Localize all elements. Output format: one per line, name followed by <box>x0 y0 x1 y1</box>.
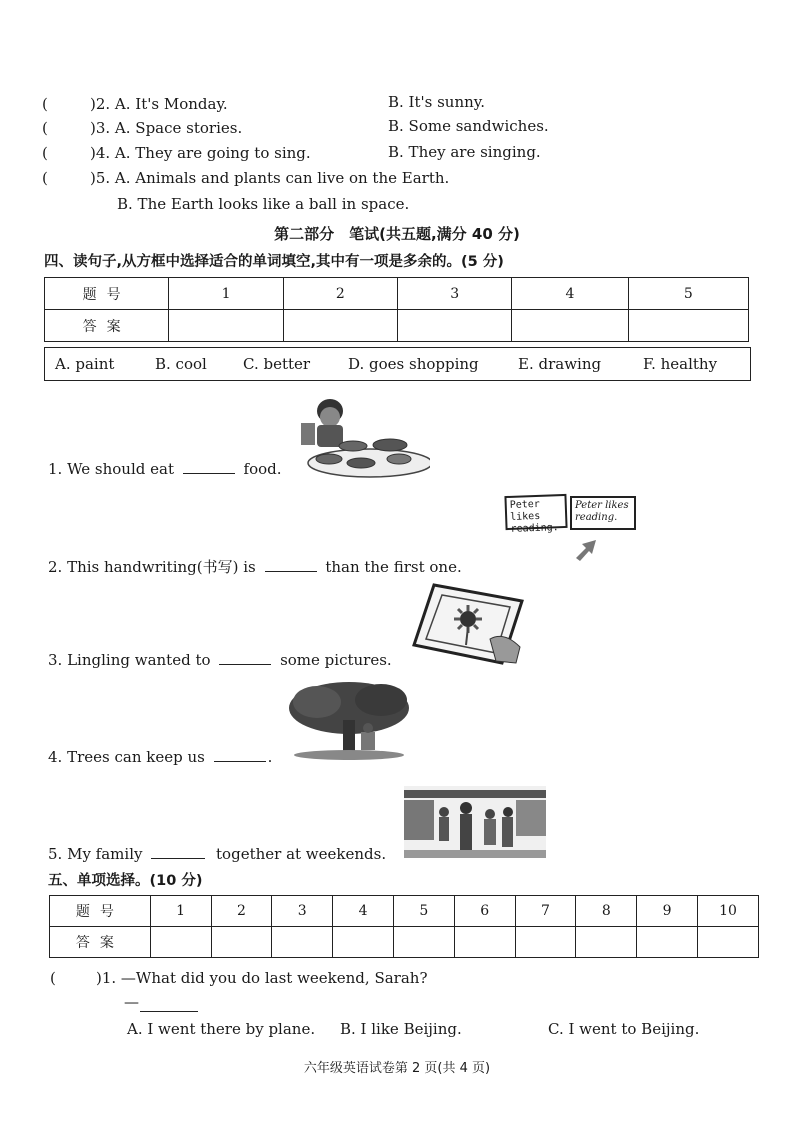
section-4-title: 四、读句子,从方框中选择适合的单词填空,其中有一项是多余的。(5 分) <box>44 254 504 270</box>
word-option: D. goes shopping <box>348 355 479 373</box>
section-4-answer-table <box>44 277 749 342</box>
answer-blank[interactable] <box>219 652 271 665</box>
fill-in-question-1 <box>48 460 282 478</box>
word-option: B. cool <box>155 355 207 373</box>
answer-cell[interactable] <box>698 927 759 958</box>
question-number: 2 <box>211 896 272 927</box>
question-text: 4. Trees can keep us <box>48 748 205 766</box>
question-number: 3 <box>398 278 512 310</box>
question-text: food. <box>243 460 282 478</box>
answer-blank[interactable] <box>140 999 198 1012</box>
question-text: )4. A. They are going to sing. <box>90 144 311 162</box>
question-number: 2 <box>283 278 397 310</box>
option-b: B. It's sunny. <box>388 93 486 111</box>
handwriting-card-neat: Peter likes reading. <box>570 496 636 530</box>
section-5-answer-table <box>49 895 759 958</box>
page-footer: 六年级英语试卷第 2 页(共 4 页) <box>303 1061 491 1076</box>
question-number: 4 <box>333 896 394 927</box>
answer-blank[interactable] <box>151 846 205 859</box>
question-text: )2. A. It's Monday. <box>90 95 228 113</box>
arrow-up-icon <box>572 534 602 562</box>
answer-blank[interactable] <box>214 749 266 762</box>
question-number: 1 <box>169 278 283 310</box>
question-number: 6 <box>454 896 515 927</box>
boy-eating-picture <box>295 393 430 478</box>
row-label: 题号 <box>45 278 169 310</box>
dialogue-dash: — <box>124 993 139 1011</box>
word-option: A. paint <box>55 355 115 373</box>
fill-in-question-2 <box>48 556 462 577</box>
painting-sunflower-picture <box>412 583 524 665</box>
question-text: )5. A. Animals and plants can live on the Earth. <box>90 169 450 187</box>
option-c: C. I went to Beijing. <box>548 1020 700 1038</box>
option-b: B. The Earth looks like a ball in space. <box>117 195 410 213</box>
answer-cell[interactable] <box>628 310 748 342</box>
section-5-title: 五、单项选择。(10 分) <box>48 873 203 889</box>
fill-in-question-4 <box>48 748 272 766</box>
answer-blank[interactable] <box>265 559 317 572</box>
option-b: B. I like Beijing. <box>340 1020 462 1038</box>
fill-in-question-5 <box>48 845 386 863</box>
family-shopping-picture <box>404 786 546 858</box>
answer-cell[interactable] <box>637 927 698 958</box>
question-number: 9 <box>637 896 698 927</box>
row-label: 题号 <box>50 896 151 927</box>
question-text: some pictures. <box>280 651 392 669</box>
question-text: )1. —What did you do last weekend, Sarah? <box>96 969 428 987</box>
handwriting-card-messy: Peter likes reading. <box>504 494 567 530</box>
word-bank-box <box>44 347 751 381</box>
option-b: B. They are singing. <box>388 143 541 161</box>
answer-cell[interactable] <box>211 927 272 958</box>
option-a: A. I went there by plane. <box>127 1020 316 1038</box>
question-text: 2. This handwriting(书写) is <box>48 558 256 576</box>
row-label: 答案 <box>50 927 151 958</box>
question-number: 1 <box>150 896 211 927</box>
word-option: E. drawing <box>518 355 602 373</box>
question-number: 3 <box>272 896 333 927</box>
option-b: B. Some sandwiches. <box>388 117 549 135</box>
question-number: 5 <box>628 278 748 310</box>
question-number: 4 <box>512 278 628 310</box>
question-number: 5 <box>393 896 454 927</box>
answer-paren[interactable]: ( <box>50 969 56 987</box>
answer-cell[interactable] <box>515 927 576 958</box>
question-text: )3. A. Space stories. <box>90 119 243 137</box>
answer-paren[interactable]: ( <box>42 144 48 162</box>
answer-cell[interactable] <box>333 927 394 958</box>
answer-cell[interactable] <box>169 310 283 342</box>
answer-blank[interactable] <box>183 461 235 474</box>
answer-paren[interactable]: ( <box>42 169 48 187</box>
answer-cell[interactable] <box>393 927 454 958</box>
word-option: F. healthy <box>643 355 718 373</box>
question-text: . <box>267 748 273 766</box>
answer-cell[interactable] <box>512 310 628 342</box>
answer-cell[interactable] <box>283 310 397 342</box>
answer-paren[interactable]: ( <box>42 95 48 113</box>
question-text: than the first one. <box>325 558 462 576</box>
question-text: 1. We should eat <box>48 460 174 478</box>
question-text: together at weekends. <box>216 845 387 863</box>
word-option: C. better <box>243 355 311 373</box>
question-text: 3. Lingling wanted to <box>48 651 211 669</box>
question-number: 7 <box>515 896 576 927</box>
question-number: 8 <box>576 896 637 927</box>
answer-cell[interactable] <box>150 927 211 958</box>
answer-cell[interactable] <box>398 310 512 342</box>
part-title: 第二部分 笔试(共五题,满分 40 分) <box>274 225 520 243</box>
fill-in-question-3 <box>48 651 392 669</box>
answer-paren[interactable]: ( <box>42 119 48 137</box>
answer-cell[interactable] <box>454 927 515 958</box>
answer-cell[interactable] <box>576 927 637 958</box>
tree-shade-picture <box>287 680 413 760</box>
question-number: 10 <box>698 896 759 927</box>
question-text: 5. My family <box>48 845 143 863</box>
answer-cell[interactable] <box>272 927 333 958</box>
row-label: 答案 <box>45 310 169 342</box>
